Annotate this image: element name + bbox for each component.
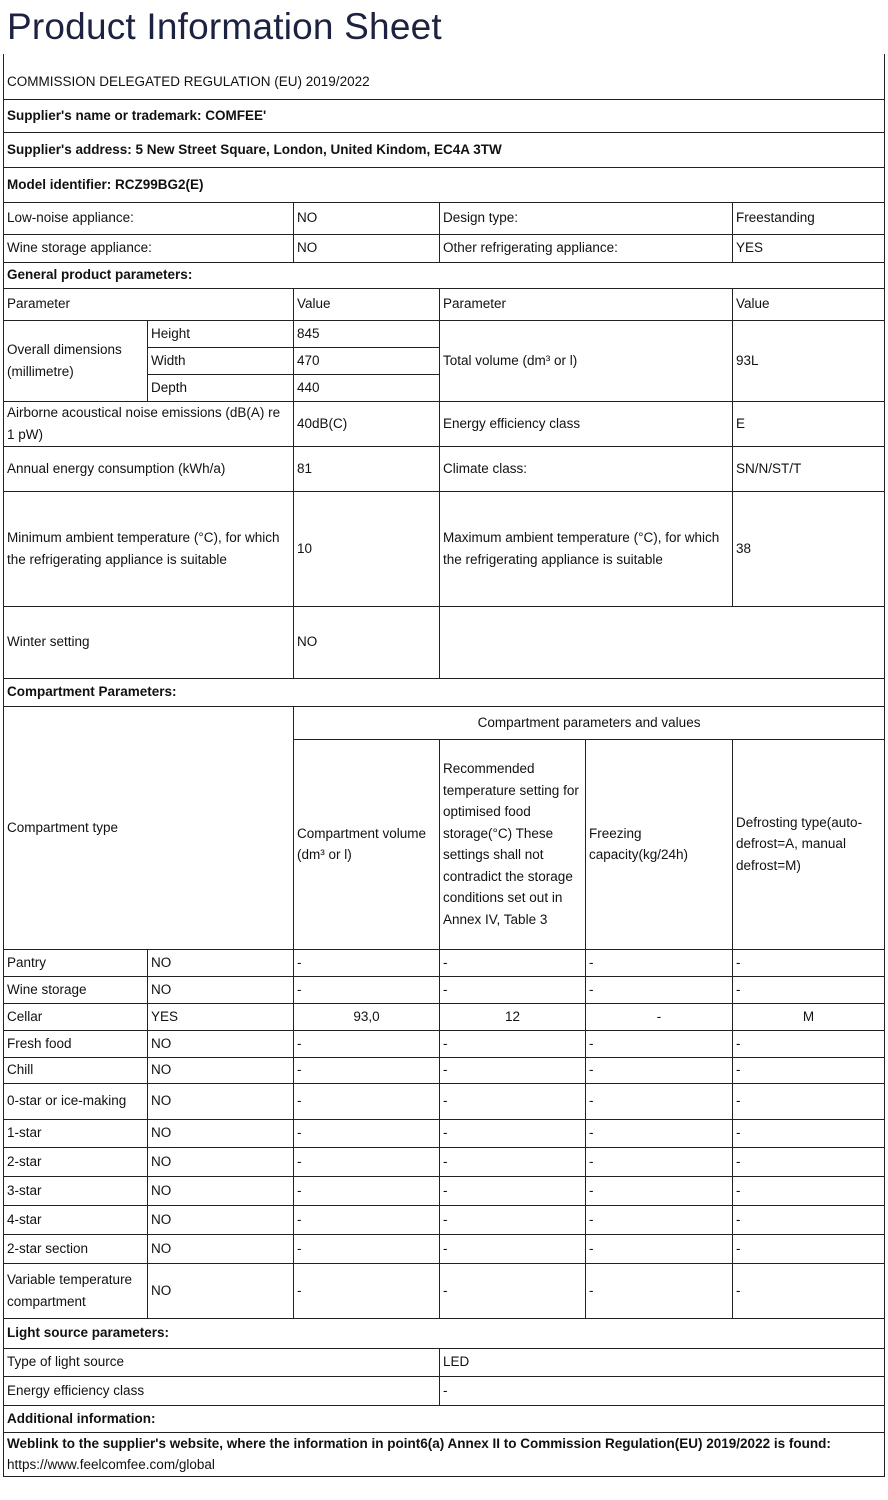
param-header-2: Parameter xyxy=(440,288,733,320)
compartment-volume-header: Compartment volume (dm³ or l) xyxy=(294,739,440,949)
compartment-temperature: - xyxy=(440,949,586,976)
compartment-present: NO xyxy=(148,1234,294,1263)
other-refrigerating-label: Other refrigerating appliance: xyxy=(440,234,733,262)
info-table xyxy=(3,54,885,1477)
dimension-value: 845 xyxy=(294,320,440,347)
supplier-name: Supplier's name or trademark: COMFEE' xyxy=(4,99,885,132)
weblink-url[interactable]: https://www.feelcomfee.com/global xyxy=(7,1457,215,1472)
climate-class-label: Climate class: xyxy=(440,446,733,491)
energy-class-label: Energy efficiency class xyxy=(440,401,733,446)
compartment-defrost: - xyxy=(733,976,885,1003)
compartment-present: NO xyxy=(148,1083,294,1119)
compartment-present: NO xyxy=(148,1205,294,1234)
min-temp-value: 10 xyxy=(294,491,440,606)
wine-storage-label: Wine storage appliance: xyxy=(4,234,294,262)
min-temp-label: Minimum ambient temperature (°C), for which the refrigerating appliance is suitable xyxy=(4,491,294,606)
model-identifier: Model identifier: RCZ99BG2(E) xyxy=(4,167,885,202)
compartment-temperature: - xyxy=(440,1263,586,1318)
weblink-label: Weblink to the supplier's website, where the information in point6(a) Annex II to Commission Regulation(EU) 2019/2022 is found: xyxy=(7,1436,831,1451)
compartment-row xyxy=(4,1119,885,1147)
compartment-present: NO xyxy=(148,1176,294,1205)
compartment-present: NO xyxy=(148,1263,294,1318)
annual-energy-label: Annual energy consumption (kWh/a) xyxy=(4,446,294,491)
compartment-name: Wine storage xyxy=(4,976,148,1003)
compartment-freezing: - xyxy=(586,1003,733,1030)
product-information-sheet xyxy=(3,0,884,1477)
dimension-name: Depth xyxy=(148,374,294,401)
compartment-defrost: - xyxy=(733,1147,885,1176)
compartment-volume: - xyxy=(294,1176,440,1205)
supplier-address: Supplier's address: 5 New Street Square, London, United Kindom, EC4A 3TW xyxy=(4,132,885,167)
temperature-setting-header: Recommended temperature setting for optimised food storage(°C) These settings shall not contradict the storage conditions set out in Annex IV, Table 3 xyxy=(440,739,586,949)
dimension-name: Width xyxy=(148,347,294,374)
compartment-freezing: - xyxy=(586,1119,733,1147)
compartment-type-header: Compartment type xyxy=(4,706,294,949)
additional-info-heading: Additional information: xyxy=(4,1405,885,1432)
compartment-volume: - xyxy=(294,976,440,1003)
noise-label: Airborne acoustical noise emissions (dB(A) re 1 pW) xyxy=(4,401,294,446)
design-type-label: Design type: xyxy=(440,202,733,234)
compartment-defrost: - xyxy=(733,1057,885,1083)
compartment-parameters-heading: Compartment Parameters: xyxy=(4,678,885,706)
compartment-temperature: - xyxy=(440,1234,586,1263)
compartment-name: 1-star xyxy=(4,1119,148,1147)
compartment-volume: - xyxy=(294,1263,440,1318)
compartment-temperature: - xyxy=(440,976,586,1003)
compartment-temperature: - xyxy=(440,1147,586,1176)
compartment-row xyxy=(4,1205,885,1234)
compartment-freezing: - xyxy=(586,1147,733,1176)
compartment-defrost: - xyxy=(733,1234,885,1263)
compartment-temperature: - xyxy=(440,1030,586,1057)
compartment-row xyxy=(4,1234,885,1263)
value-header: Value xyxy=(294,288,440,320)
wine-storage-value: NO xyxy=(294,234,440,262)
compartment-present: NO xyxy=(148,1147,294,1176)
compartment-volume: - xyxy=(294,949,440,976)
compartment-rows xyxy=(4,949,885,1318)
compartment-defrost: - xyxy=(733,1030,885,1057)
total-volume-value: 93L xyxy=(733,320,885,401)
low-noise-label: Low-noise appliance: xyxy=(4,202,294,234)
compartment-row xyxy=(4,1083,885,1119)
compartment-name: Fresh food xyxy=(4,1030,148,1057)
winter-setting-label: Winter setting xyxy=(4,606,294,678)
other-refrigerating-value: YES xyxy=(733,234,885,262)
compartment-temperature: - xyxy=(440,1119,586,1147)
compartment-name: Chill xyxy=(4,1057,148,1083)
compartment-defrost: - xyxy=(733,1205,885,1234)
compartment-freezing: - xyxy=(586,1263,733,1318)
compartment-row xyxy=(4,949,885,976)
compartment-defrost: M xyxy=(733,1003,885,1030)
compartment-values-header: Compartment parameters and values xyxy=(294,706,885,739)
compartment-name: 2-star section xyxy=(4,1234,148,1263)
compartment-row xyxy=(4,1263,885,1318)
param-header: Parameter xyxy=(4,288,294,320)
compartment-present: NO xyxy=(148,976,294,1003)
compartment-name: Cellar xyxy=(4,1003,148,1030)
compartment-volume: - xyxy=(294,1234,440,1263)
dimension-value: 440 xyxy=(294,374,440,401)
value-header-2: Value xyxy=(733,288,885,320)
compartment-defrost: - xyxy=(733,1263,885,1318)
compartment-row xyxy=(4,1147,885,1176)
empty-cell xyxy=(440,606,885,678)
compartment-freezing: - xyxy=(586,1234,733,1263)
light-type-label: Type of light source xyxy=(4,1348,440,1376)
compartment-freezing: - xyxy=(586,976,733,1003)
general-parameters-heading: General product parameters: xyxy=(4,262,885,288)
compartment-defrost: - xyxy=(733,1176,885,1205)
light-class-label: Energy efficiency class xyxy=(4,1376,440,1405)
compartment-volume: - xyxy=(294,1147,440,1176)
dimension-name: Height xyxy=(148,320,294,347)
dimension-value: 470 xyxy=(294,347,440,374)
compartment-volume: - xyxy=(294,1030,440,1057)
compartment-present: NO xyxy=(148,949,294,976)
compartment-freezing: - xyxy=(586,1030,733,1057)
compartment-freezing: - xyxy=(586,1057,733,1083)
compartment-row xyxy=(4,1003,885,1030)
compartment-temperature: 12 xyxy=(440,1003,586,1030)
compartment-row xyxy=(4,1030,885,1057)
noise-value: 40dB(C) xyxy=(294,401,440,446)
compartment-freezing: - xyxy=(586,1205,733,1234)
compartment-row xyxy=(4,1057,885,1083)
page-title: Product Information Sheet xyxy=(7,6,442,47)
compartment-volume: - xyxy=(294,1057,440,1083)
total-volume-label: Total volume (dm³ or l) xyxy=(440,320,733,401)
compartment-temperature: - xyxy=(440,1083,586,1119)
compartment-temperature: - xyxy=(440,1057,586,1083)
compartment-name: 0-star or ice-making xyxy=(4,1083,148,1119)
compartment-volume: 93,0 xyxy=(294,1003,440,1030)
compartment-row xyxy=(4,976,885,1003)
dimensions-label: Overall dimensions (millimetre) xyxy=(4,320,148,401)
freezing-capacity-header: Freezing capacity(kg/24h) xyxy=(586,739,733,949)
compartment-present: NO xyxy=(148,1030,294,1057)
compartment-defrost: - xyxy=(733,1083,885,1119)
compartment-present: YES xyxy=(148,1003,294,1030)
low-noise-value: NO xyxy=(294,202,440,234)
compartment-defrost: - xyxy=(733,949,885,976)
compartment-name: Pantry xyxy=(4,949,148,976)
compartment-temperature: - xyxy=(440,1205,586,1234)
compartment-name: 2-star xyxy=(4,1147,148,1176)
climate-class-value: SN/N/ST/T xyxy=(733,446,885,491)
compartment-present: NO xyxy=(148,1057,294,1083)
compartment-volume: - xyxy=(294,1119,440,1147)
compartment-name: 3-star xyxy=(4,1176,148,1205)
max-temp-label: Maximum ambient temperature (°C), for which the refrigerating appliance is suitable xyxy=(440,491,733,606)
compartment-volume: - xyxy=(294,1083,440,1119)
compartment-present: NO xyxy=(148,1119,294,1147)
max-temp-value: 38 xyxy=(733,491,885,606)
compartment-row xyxy=(4,1176,885,1205)
design-type-value: Freestanding xyxy=(733,202,885,234)
winter-setting-value: NO xyxy=(294,606,440,678)
compartment-freezing: - xyxy=(586,1176,733,1205)
compartment-volume: - xyxy=(294,1205,440,1234)
energy-class-value: E xyxy=(733,401,885,446)
compartment-name: 4-star xyxy=(4,1205,148,1234)
compartment-temperature: - xyxy=(440,1176,586,1205)
annual-energy-value: 81 xyxy=(294,446,440,491)
compartment-freezing: - xyxy=(586,1083,733,1119)
compartment-freezing: - xyxy=(586,949,733,976)
light-class-value: - xyxy=(440,1376,885,1405)
regulation-text: COMMISSION DELEGATED REGULATION (EU) 2019/2022 xyxy=(4,54,885,99)
light-type-value: LED xyxy=(440,1348,885,1376)
compartment-defrost: - xyxy=(733,1119,885,1147)
compartment-name: Variable temperature compartment xyxy=(4,1263,148,1318)
light-source-heading: Light source parameters: xyxy=(4,1318,885,1348)
defrost-type-header: Defrosting type(auto-defrost=A, manual defrost=M) xyxy=(733,739,885,949)
